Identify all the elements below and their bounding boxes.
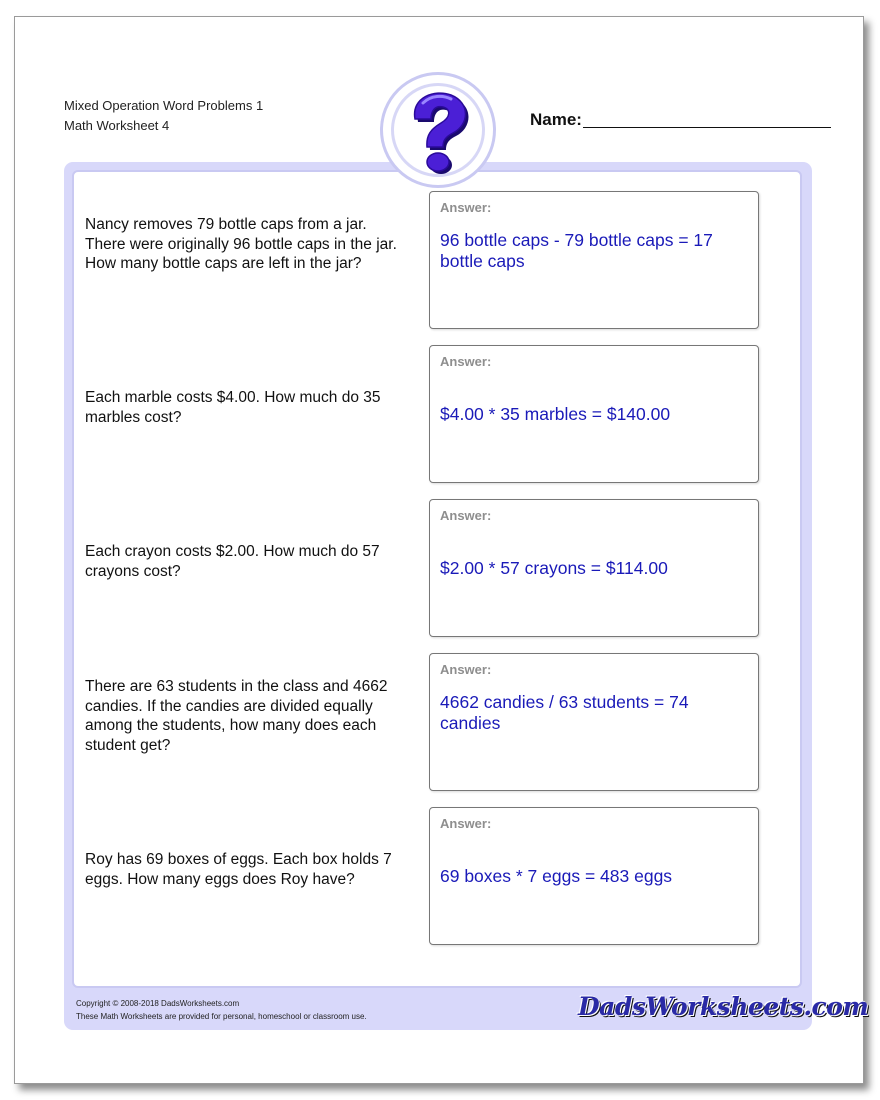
answer-box-4[interactable] bbox=[429, 653, 759, 791]
answer-text-3: $2.00 * 57 crayons = $114.00 bbox=[440, 558, 668, 578]
answer-label: Answer: bbox=[440, 508, 492, 523]
name-line[interactable] bbox=[583, 127, 831, 128]
answer-box-2[interactable] bbox=[429, 345, 759, 483]
question-3: Each crayon costs $2.00. How much do 57 crayons cost? bbox=[85, 543, 380, 580]
answer-label: Answer: bbox=[440, 662, 492, 677]
answer-box-3[interactable] bbox=[429, 499, 759, 637]
question-badge bbox=[380, 72, 496, 188]
name-label: Name: bbox=[530, 110, 582, 129]
answer-box-1[interactable] bbox=[429, 191, 759, 329]
answer-text-2: $4.00 * 35 marbles = $140.00 bbox=[440, 404, 671, 424]
answer-label: Answer: bbox=[440, 354, 492, 369]
usage-notice: These Math Worksheets are provided for personal, homeschool or classroom use. bbox=[76, 1012, 367, 1021]
question-5: Roy has 69 boxes of eggs. Each box holds 7 eggs. How many eggs does Roy have? bbox=[85, 851, 392, 888]
question-4: There are 63 students in the class and 4662 candies. If the candies are divided equally among the students, how many does each student get? bbox=[85, 678, 388, 754]
dadsworksheets-logo: DadsWorksheets.com bbox=[578, 992, 869, 1021]
worksheet-subtitle: Math Worksheet 4 bbox=[64, 118, 170, 133]
answer-label: Answer: bbox=[440, 816, 492, 831]
answer-text-1: 96 bottle caps - 79 bottle caps = 17 bottle caps bbox=[440, 230, 713, 271]
answer-box-5[interactable] bbox=[429, 807, 759, 945]
worksheet-title: Mixed Operation Word Problems 1 bbox=[64, 98, 264, 113]
answer-label: Answer: bbox=[440, 200, 492, 215]
question-2: Each marble costs $4.00. How much do 35 marbles cost? bbox=[85, 389, 381, 426]
copyright-text: Copyright © 2008-2018 DadsWorksheets.com bbox=[76, 999, 240, 1008]
title-block bbox=[64, 96, 263, 136]
answer-text-5: 69 boxes * 7 eggs = 483 eggs bbox=[440, 866, 673, 886]
question-mark-icon bbox=[401, 89, 477, 175]
answer-text-4: 4662 candies / 63 students = 74 candies bbox=[440, 692, 689, 733]
question-1: Nancy removes 79 bottle caps from a jar. There were originally 96 bottle caps in the jar. How many bottle caps are left in the jar? bbox=[85, 216, 397, 272]
